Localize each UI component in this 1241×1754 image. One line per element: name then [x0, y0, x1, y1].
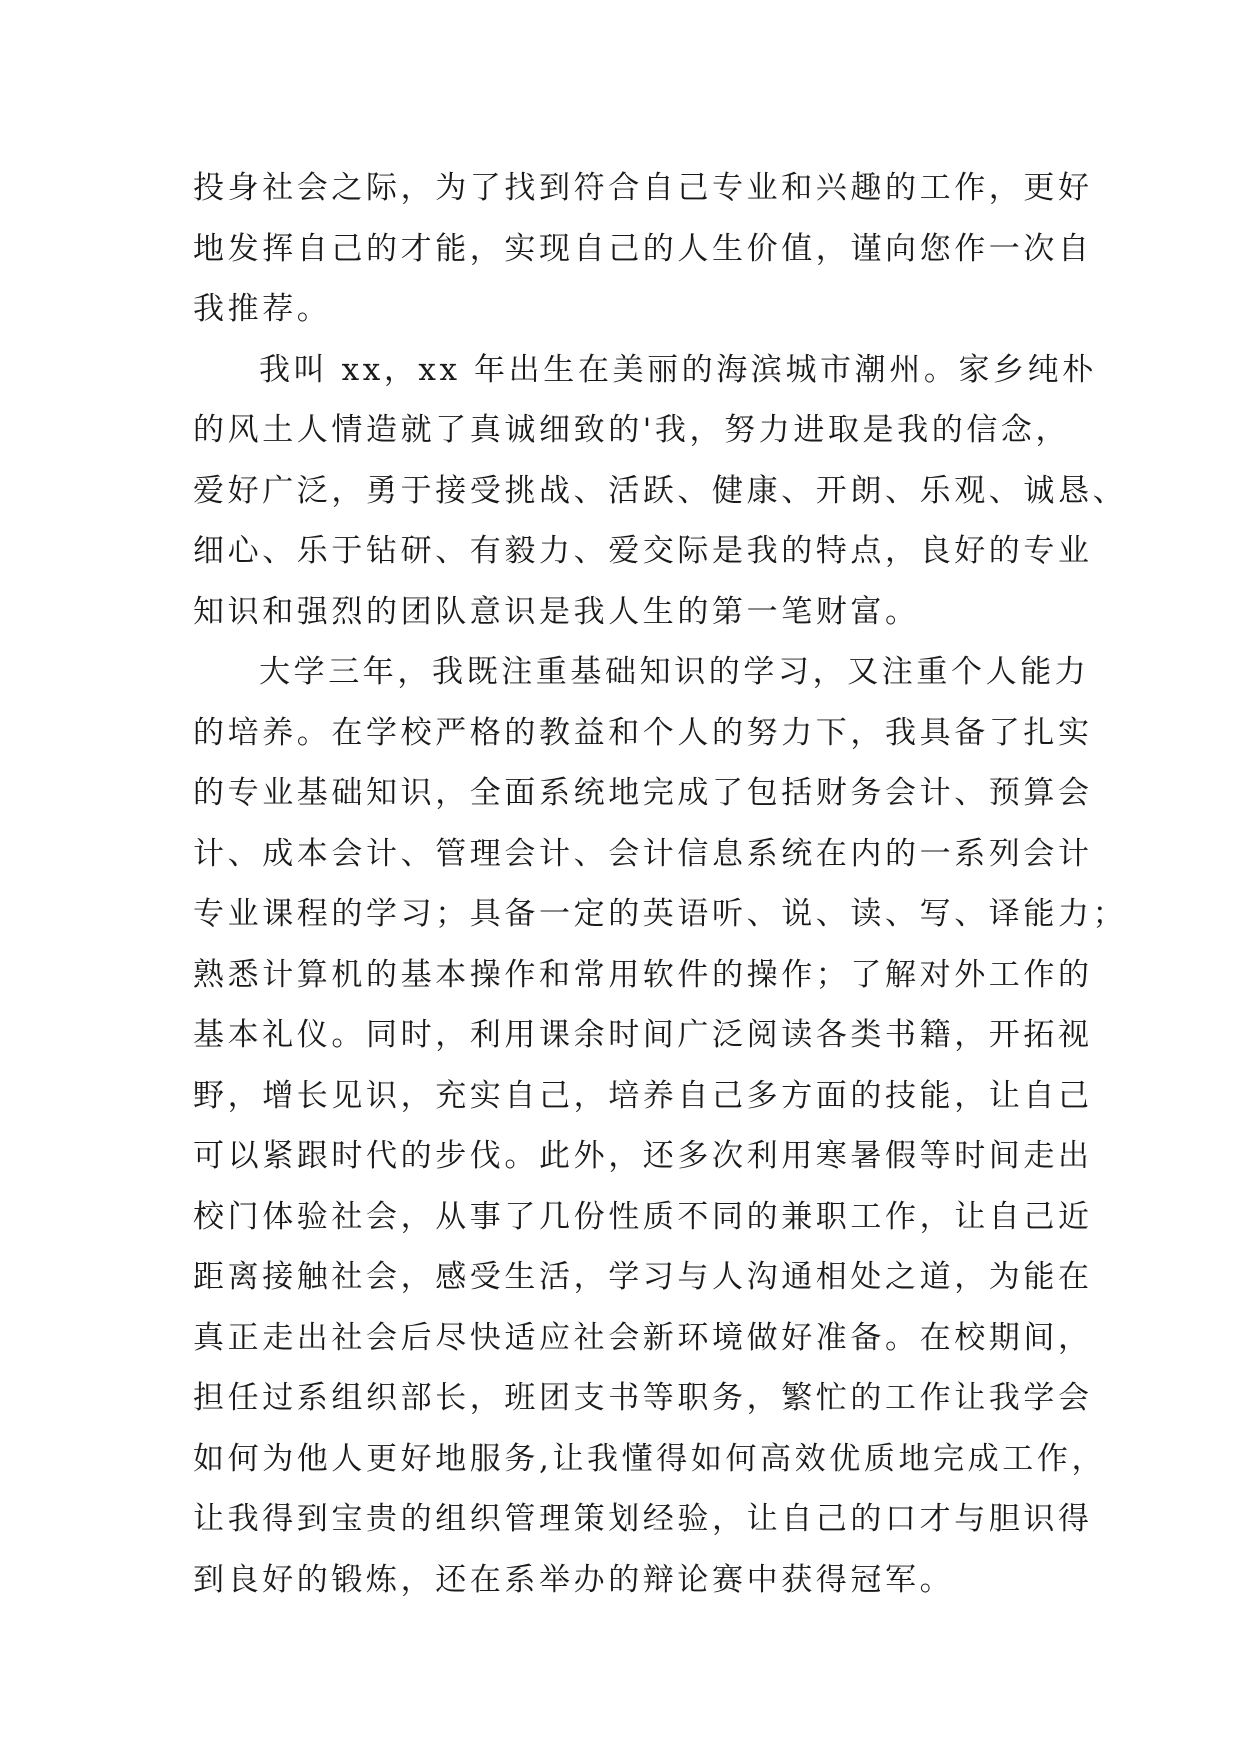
text-line: 熟悉计算机的基本操作和常用软件的操作；了解对外工作的 — [193, 956, 1093, 993]
text-line: 的专业基础知识，全面系统地完成了包括财务会计、预算会 — [193, 775, 1093, 811]
text-line: 计、成本会计、管理会计、会计信息系统在内的一系列会计 — [193, 835, 1093, 872]
text-line: 真正走出社会后尽快适应社会新环境做好准备。在校期间， — [193, 1319, 1093, 1356]
text-line: 基本礼仪。同时，利用课余时间广泛阅读各类书籍，开拓视 — [193, 1017, 1093, 1053]
text-line: 校门体验社会，从事了几份性质不同的兼职工作，让自己近 — [193, 1198, 1093, 1235]
text-line: 我叫 xx，xx 年出生在美丽的海滨城市潮州。家乡纯朴 — [259, 351, 1097, 388]
text-line: 细心、乐于钻研、有毅力、爱交际是我的特点，良好的专业 — [193, 533, 1093, 569]
text-line: 地发挥自己的才能，实现自己的人生价值，谨向您作一次自 — [193, 230, 1093, 267]
document-body — [193, 158, 1128, 1610]
text-line: 的培养。在学校严格的教益和个人的努力下，我具备了扎实 — [193, 714, 1093, 751]
text-line: 专业课程的学习；具备一定的英语听、说、读、写、译能力； — [193, 896, 1128, 932]
text-line: 可以紧跟时代的步伐。此外，还多次利用寒暑假等时间走出 — [193, 1138, 1093, 1174]
text-line: 如何为他人更好地服务,让我懂得如何高效优质地完成工作， — [193, 1440, 1107, 1477]
text-line: 知识和强烈的团队意识是我人生的第一笔财富。 — [193, 593, 920, 630]
text-line: 我推荐。 — [193, 291, 332, 327]
text-line: 的风土人情造就了真诚细致的'我，努力进取是我的信念， — [193, 412, 1071, 448]
text-line: 担任过系组织部长，班团支书等职务，繁忙的工作让我学会 — [193, 1380, 1093, 1416]
paragraph-2 — [193, 340, 1128, 643]
text-line: 野，增长见识，充实自己，培养自己多方面的技能，让自己 — [193, 1077, 1093, 1114]
text-line: 到良好的锻炼，还在系举办的辩论赛中获得冠军。 — [193, 1561, 955, 1598]
paragraph-3 — [193, 642, 1128, 1610]
text-line: 距离接触社会，感受生活，学习与人沟通相处之道，为能在 — [193, 1259, 1093, 1295]
text-line: 爱好广泛，勇于接受挑战、活跃、健康、开朗、乐观、诚恳、 — [193, 472, 1128, 509]
text-line: 投身社会之际，为了找到符合自己专业和兴趣的工作，更好 — [193, 170, 1093, 206]
text-line: 让我得到宝贵的组织管理策划经验，让自己的口才与胆识得 — [193, 1501, 1093, 1537]
text-line: 大学三年，我既注重基础知识的学习，又注重个人能力 — [259, 654, 1090, 690]
paragraph-1 — [193, 158, 1093, 340]
